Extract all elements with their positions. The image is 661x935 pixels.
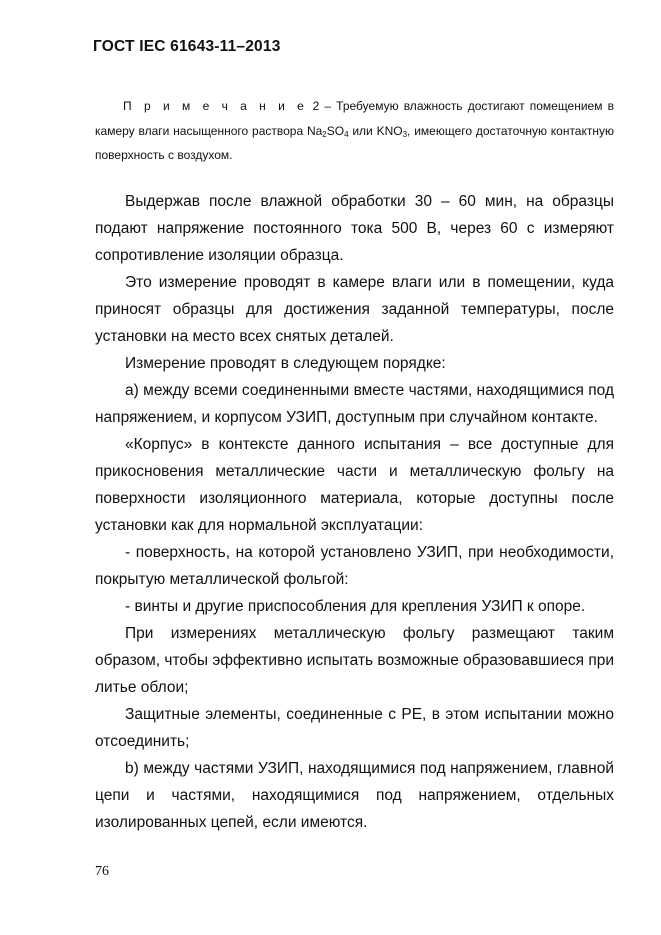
subscript: 2	[322, 129, 327, 139]
note-paragraph	[95, 94, 614, 168]
note-text: 2 – Требуемую влажность достигают помещением в камеру влаги насыщенного раствора Na	[95, 99, 614, 138]
note-text: SO	[326, 123, 345, 138]
note-lead: П р и м е ч а н и е	[123, 99, 308, 113]
subscript: 3	[402, 129, 408, 139]
note-block	[95, 94, 614, 168]
page-number: 76	[95, 864, 109, 879]
list-item: - поверхность, на которой установлено УЗИП, при необходимости, покрытую металлической фольгой:	[95, 544, 614, 588]
list-item: - винты и другие приспособления для крепления УЗИП к опоре.	[125, 598, 586, 615]
paragraph: При измерениях металлическую фольгу размещают таким образом, чтобы эффективно испытать возможные образовавшиеся при литье облои;	[95, 625, 615, 696]
list-item: b) между частями УЗИП, находящимися под напряжением, главной цепи и частями, находящимися под напряжением, отдельных изолированных цепей, если имеются.	[95, 760, 614, 831]
paragraph: Это измерение проводят в камере влаги или в помещении, куда приносят образцы для достижения заданной температуры, после установки на место всех снятых деталей.	[95, 274, 614, 345]
subscript: 4	[344, 129, 349, 139]
body-text	[95, 188, 614, 836]
paragraph: «Корпус» в контексте данного испытания – все доступные для прикосновения металлические части и металлическую фольгу на поверхности изоляционного материала, которые доступны после установки как для нормальной эксплуатации:	[95, 436, 614, 534]
note-text: , имеющего достаточную контактную поверхность с воздухом.	[95, 123, 614, 162]
paragraph: Защитные элементы, соединенные с РЕ, в этом испытании можно отсоединить;	[95, 706, 614, 750]
list-item: а) между всеми соединенными вместе частями, находящимися под напряжением, и корпусом УЗИП, доступным при случайном контакте.	[95, 382, 614, 426]
document-header: ГОСТ IEC 61643-11–2013	[93, 38, 281, 55]
paragraph: Выдержав после влажной обработки 30 – 60 мин, на образцы подают напряжение постоянного тока 500 В, через 60 с измеряют сопротивление изоляции образца.	[95, 193, 614, 264]
note-text: или KNO	[348, 123, 403, 138]
paragraph: Измерение проводят в следующем порядке:	[125, 355, 446, 372]
